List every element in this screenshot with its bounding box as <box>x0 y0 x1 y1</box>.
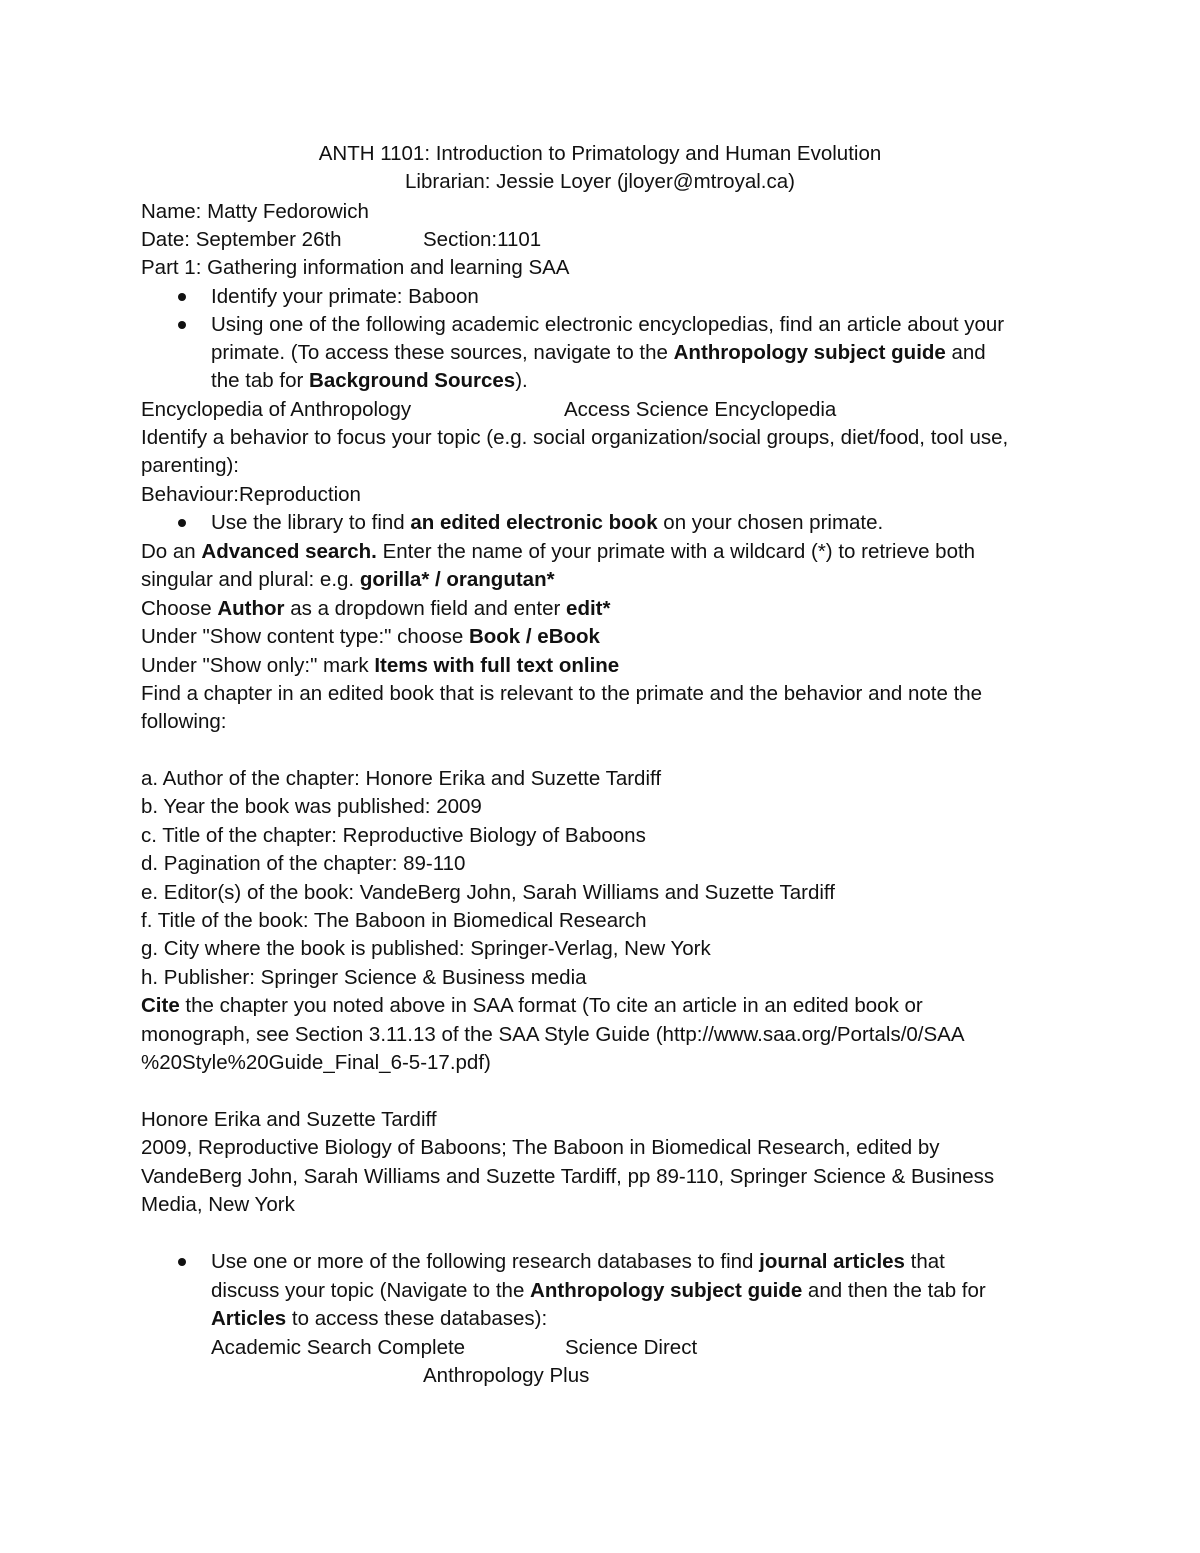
citation-line: Honore Erika and Suzette Tardiff <box>141 1108 437 1131</box>
citation-line: Media, New York <box>141 1193 295 1216</box>
encyclopedia-bullet-line2: primate. (To access these sources, navigate to the Anthropology subject guide and <box>211 341 986 364</box>
behavior-instruction-line1: Identify a behavior to focus your topic (e.g. social organization/social groups, diet/food, tool use, <box>141 426 1009 449</box>
citation-line: VandeBerg John, Sarah Williams and Suzette Tardiff, pp 89-110, Springer Science & Business <box>141 1165 995 1188</box>
journals-bullet-line3: Articles to access these databases): <box>211 1307 548 1330</box>
behavior-instruction-line2: parenting): <box>141 454 240 477</box>
part1-heading: Part 1: Gathering information and learning SAA <box>141 256 570 279</box>
show-only-line: Under "Show only:" mark Items with full text online <box>141 654 620 677</box>
cite-instruction-line1: Cite the chapter you noted above in SAA format (To cite an article in an edited book or <box>141 994 923 1017</box>
answer-item: e. Editor(s) of the book: VandeBerg John, Sarah Williams and Suzette Tardiff <box>141 881 835 904</box>
answer-item: a. Author of the chapter: Honore Erika and Suzette Tardiff <box>141 767 662 790</box>
behaviour-answer: Behaviour:Reproduction <box>141 483 361 506</box>
author-field-line: Choose Author as a dropdown field and enter edit* <box>141 597 611 620</box>
course-title: ANTH 1101: Introduction to Primatology and Human Evolution <box>318 142 882 165</box>
find-chapter-line1: Find a chapter in an edited book that is relevant to the primate and the behavior and note the <box>141 682 983 705</box>
answer-item: f. Title of the book: The Baboon in Biomedical Research <box>141 909 647 932</box>
database-option-3: Anthropology Plus <box>423 1364 590 1387</box>
find-chapter-line2: following: <box>141 710 227 733</box>
cite-instruction-line2: monograph, see Section 3.11.13 of the SAA Style Guide (http://www.saa.org/Portals/0/SAA <box>141 1023 965 1046</box>
content-type-line: Under "Show content type:" choose Book / eBook <box>141 625 600 648</box>
answer-item: h. Publisher: Springer Science & Business media <box>141 966 587 989</box>
answer-item: c. Title of the chapter: Reproductive Biology of Baboons <box>141 824 646 847</box>
bullet-icon <box>178 293 186 301</box>
librarian-line: Librarian: Jessie Loyer (jloyer@mtroyal.ca) <box>405 170 795 193</box>
journals-bullet-line2: discuss your topic (Navigate to the Anthropology subject guide and then the tab for <box>211 1279 986 1302</box>
bullet-icon <box>178 321 186 329</box>
primate-bullet: Identify your primate: Baboon <box>211 285 479 308</box>
encyclopedia-bullet-line1: Using one of the following academic electronic encyclopedias, find an article about your <box>211 313 1005 336</box>
answer-item: b. Year the book was published: 2009 <box>141 795 482 818</box>
book-bullet: Use the library to find an edited electronic book on your chosen primate. <box>211 511 884 534</box>
cite-instruction-line3: %20Style%20Guide_Final_6-5-17.pdf) <box>141 1051 491 1074</box>
encyclopedia-bullet-line3: the tab for Background Sources). <box>211 369 528 392</box>
encyclopedia-option-1: Encyclopedia of Anthropology <box>141 398 412 421</box>
database-option-1: Academic Search Complete <box>211 1336 466 1359</box>
journals-bullet-line1: Use one or more of the following research databases to find journal articles that <box>211 1250 945 1273</box>
answer-item: g. City where the book is published: Springer-Verlag, New York <box>141 937 711 960</box>
name-line: Name: Matty Fedorowich <box>141 200 369 223</box>
bullet-icon <box>178 1258 186 1266</box>
advanced-search-line1: Do an Advanced search. Enter the name of your primate with a wildcard (*) to retrieve both <box>141 540 976 563</box>
answer-item: d. Pagination of the chapter: 89-110 <box>141 852 466 875</box>
encyclopedia-option-2: Access Science Encyclopedia <box>564 398 837 421</box>
bullet-icon <box>178 519 186 527</box>
database-option-2: Science Direct <box>565 1336 698 1359</box>
date-line: Date: September 26th <box>141 228 342 251</box>
advanced-search-line2: singular and plural: e.g. gorilla* / orangutan* <box>141 568 555 591</box>
section-line: Section:1101 <box>423 228 542 251</box>
citation-line: 2009, Reproductive Biology of Baboons; The Baboon in Biomedical Research, edited by <box>141 1136 940 1159</box>
